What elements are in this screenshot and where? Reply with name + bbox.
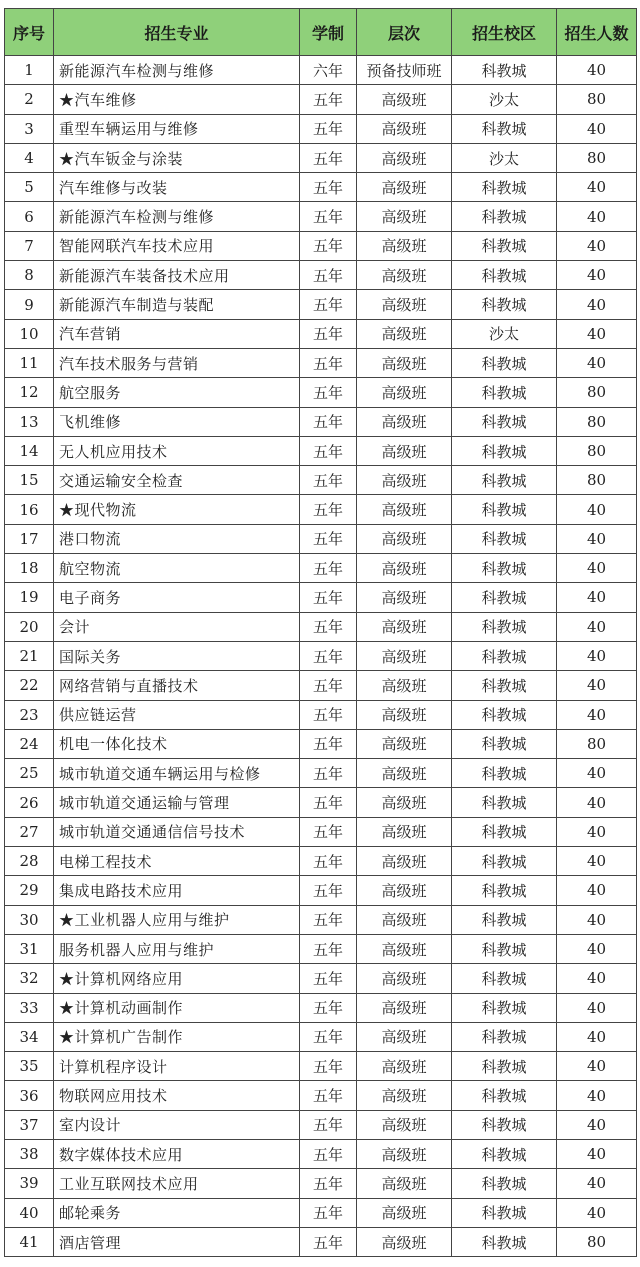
- cell-duration: 五年: [300, 1169, 357, 1198]
- cell-enrollment: 40: [557, 554, 637, 583]
- cell-level: 高级班: [357, 554, 452, 583]
- cell-enrollment: 40: [557, 114, 637, 143]
- table-row: [5, 466, 637, 495]
- cell-campus: 科教城: [452, 466, 557, 495]
- cell-campus: 科教城: [452, 583, 557, 612]
- table-row: [5, 671, 637, 700]
- cell-campus: 科教城: [452, 1110, 557, 1139]
- cell-major: ★汽车维修: [54, 85, 300, 114]
- cell-campus: 科教城: [452, 671, 557, 700]
- cell-campus: 科教城: [452, 1169, 557, 1198]
- cell-duration: 五年: [300, 231, 357, 260]
- table-row: [5, 905, 637, 934]
- cell-duration: 五年: [300, 1022, 357, 1051]
- cell-enrollment: 40: [557, 700, 637, 729]
- cell-duration: 五年: [300, 378, 357, 407]
- cell-level: 高级班: [357, 847, 452, 876]
- cell-major: 集成电路技术应用: [54, 876, 300, 905]
- cell-duration: 五年: [300, 700, 357, 729]
- table-row: [5, 348, 637, 377]
- cell-level: 高级班: [357, 319, 452, 348]
- cell-level: 高级班: [357, 583, 452, 612]
- cell-campus: 科教城: [452, 436, 557, 465]
- cell-index: 7: [5, 231, 54, 260]
- cell-major: 室内设计: [54, 1110, 300, 1139]
- cell-enrollment: 40: [557, 348, 637, 377]
- cell-campus: 科教城: [452, 261, 557, 290]
- cell-duration: 五年: [300, 85, 357, 114]
- cell-level: 高级班: [357, 700, 452, 729]
- cell-campus: 科教城: [452, 56, 557, 85]
- table-row: [5, 1139, 637, 1168]
- cell-major: 汽车营销: [54, 319, 300, 348]
- cell-duration: 五年: [300, 1110, 357, 1139]
- cell-duration: 五年: [300, 319, 357, 348]
- cell-major: 邮轮乘务: [54, 1198, 300, 1227]
- cell-index: 29: [5, 876, 54, 905]
- cell-index: 2: [5, 85, 54, 114]
- cell-enrollment: 40: [557, 202, 637, 231]
- table-row: [5, 407, 637, 436]
- cell-index: 35: [5, 1052, 54, 1081]
- table-row: [5, 1169, 637, 1198]
- cell-duration: 五年: [300, 583, 357, 612]
- cell-index: 4: [5, 143, 54, 172]
- cell-major: 新能源汽车检测与维修: [54, 56, 300, 85]
- cell-index: 16: [5, 495, 54, 524]
- cell-enrollment: 40: [557, 641, 637, 670]
- cell-level: 高级班: [357, 1110, 452, 1139]
- cell-campus: 科教城: [452, 876, 557, 905]
- cell-enrollment: 80: [557, 143, 637, 172]
- cell-index: 33: [5, 993, 54, 1022]
- cell-duration: 五年: [300, 788, 357, 817]
- table-row: [5, 817, 637, 846]
- cell-major: 城市轨道交通车辆运用与检修: [54, 759, 300, 788]
- table-row: [5, 231, 637, 260]
- cell-duration: 五年: [300, 964, 357, 993]
- cell-campus: 科教城: [452, 847, 557, 876]
- cell-duration: 五年: [300, 729, 357, 758]
- cell-duration: 五年: [300, 1227, 357, 1256]
- table-row: [5, 378, 637, 407]
- cell-campus: 科教城: [452, 1198, 557, 1227]
- cell-index: 25: [5, 759, 54, 788]
- cell-duration: 五年: [300, 1052, 357, 1081]
- table-row: [5, 1052, 637, 1081]
- cell-duration: 五年: [300, 671, 357, 700]
- cell-enrollment: 40: [557, 612, 637, 641]
- cell-level: 高级班: [357, 964, 452, 993]
- table-row: [5, 993, 637, 1022]
- cell-major: 港口物流: [54, 524, 300, 553]
- cell-major: 新能源汽车制造与装配: [54, 290, 300, 319]
- table-row: [5, 290, 637, 319]
- cell-major: 交通运输安全检查: [54, 466, 300, 495]
- cell-duration: 五年: [300, 524, 357, 553]
- cell-major: 航空物流: [54, 554, 300, 583]
- cell-enrollment: 40: [557, 876, 637, 905]
- cell-major: 新能源汽车装备技术应用: [54, 261, 300, 290]
- cell-duration: 五年: [300, 143, 357, 172]
- cell-major: 数字媒体技术应用: [54, 1139, 300, 1168]
- table-row: [5, 524, 637, 553]
- table-row: [5, 202, 637, 231]
- header-level: 层次: [357, 9, 452, 56]
- cell-index: 22: [5, 671, 54, 700]
- cell-duration: 五年: [300, 993, 357, 1022]
- cell-duration: 五年: [300, 436, 357, 465]
- cell-enrollment: 40: [557, 495, 637, 524]
- cell-campus: 科教城: [452, 612, 557, 641]
- cell-index: 6: [5, 202, 54, 231]
- cell-major: 供应链运营: [54, 700, 300, 729]
- cell-level: 高级班: [357, 1022, 452, 1051]
- cell-campus: 科教城: [452, 290, 557, 319]
- table-row: [5, 700, 637, 729]
- cell-duration: 五年: [300, 202, 357, 231]
- cell-enrollment: 40: [557, 1110, 637, 1139]
- header-index: 序号: [5, 9, 54, 56]
- cell-duration: 六年: [300, 56, 357, 85]
- table-row: [5, 759, 637, 788]
- cell-enrollment: 80: [557, 85, 637, 114]
- cell-campus: 科教城: [452, 1139, 557, 1168]
- cell-enrollment: 40: [557, 1052, 637, 1081]
- cell-major: 电梯工程技术: [54, 847, 300, 876]
- cell-campus: 科教城: [452, 729, 557, 758]
- cell-index: 11: [5, 348, 54, 377]
- cell-major: 飞机维修: [54, 407, 300, 436]
- cell-duration: 五年: [300, 847, 357, 876]
- cell-enrollment: 40: [557, 905, 637, 934]
- cell-level: 预备技师班: [357, 56, 452, 85]
- cell-level: 高级班: [357, 466, 452, 495]
- table-row: [5, 114, 637, 143]
- cell-major: ★汽车钣金与涂装: [54, 143, 300, 172]
- enrollment-table: [4, 8, 637, 1257]
- cell-level: 高级班: [357, 231, 452, 260]
- cell-major: ★计算机网络应用: [54, 964, 300, 993]
- cell-level: 高级班: [357, 261, 452, 290]
- enrollment-table-container: [4, 8, 636, 1263]
- cell-level: 高级班: [357, 729, 452, 758]
- header-campus: 招生校区: [452, 9, 557, 56]
- table-row: [5, 436, 637, 465]
- table-row: [5, 143, 637, 172]
- cell-level: 高级班: [357, 934, 452, 963]
- cell-campus: 科教城: [452, 348, 557, 377]
- cell-enrollment: 40: [557, 524, 637, 553]
- cell-major: 重型车辆运用与维修: [54, 114, 300, 143]
- cell-level: 高级班: [357, 671, 452, 700]
- cell-level: 高级班: [357, 1052, 452, 1081]
- table-row: [5, 729, 637, 758]
- cell-index: 30: [5, 905, 54, 934]
- table-row: [5, 319, 637, 348]
- cell-major: 航空服务: [54, 378, 300, 407]
- cell-enrollment: 40: [557, 934, 637, 963]
- cell-major: 会计: [54, 612, 300, 641]
- cell-campus: 科教城: [452, 378, 557, 407]
- cell-enrollment: 80: [557, 1227, 637, 1256]
- cell-enrollment: 80: [557, 729, 637, 758]
- cell-enrollment: 40: [557, 231, 637, 260]
- cell-duration: 五年: [300, 407, 357, 436]
- cell-duration: 五年: [300, 290, 357, 319]
- cell-enrollment: 80: [557, 378, 637, 407]
- table-row: [5, 641, 637, 670]
- cell-campus: 科教城: [452, 407, 557, 436]
- table-row: [5, 876, 637, 905]
- cell-level: 高级班: [357, 876, 452, 905]
- cell-campus: 科教城: [452, 993, 557, 1022]
- cell-enrollment: 40: [557, 1081, 637, 1110]
- cell-enrollment: 40: [557, 817, 637, 846]
- cell-index: 18: [5, 554, 54, 583]
- cell-campus: 科教城: [452, 817, 557, 846]
- cell-index: 14: [5, 436, 54, 465]
- table-row: [5, 934, 637, 963]
- cell-enrollment: 80: [557, 466, 637, 495]
- cell-enrollment: 40: [557, 671, 637, 700]
- table-row: [5, 56, 637, 85]
- cell-level: 高级班: [357, 290, 452, 319]
- cell-level: 高级班: [357, 641, 452, 670]
- cell-duration: 五年: [300, 1081, 357, 1110]
- cell-index: 39: [5, 1169, 54, 1198]
- cell-enrollment: 40: [557, 261, 637, 290]
- cell-duration: 五年: [300, 114, 357, 143]
- cell-level: 高级班: [357, 407, 452, 436]
- cell-index: 31: [5, 934, 54, 963]
- table-row: [5, 788, 637, 817]
- cell-campus: 科教城: [452, 1052, 557, 1081]
- table-row: [5, 1022, 637, 1051]
- table-row: [5, 964, 637, 993]
- cell-index: 34: [5, 1022, 54, 1051]
- cell-index: 9: [5, 290, 54, 319]
- cell-campus: 科教城: [452, 641, 557, 670]
- table-row: [5, 1198, 637, 1227]
- cell-campus: 科教城: [452, 964, 557, 993]
- cell-level: 高级班: [357, 993, 452, 1022]
- cell-index: 12: [5, 378, 54, 407]
- cell-level: 高级班: [357, 143, 452, 172]
- cell-enrollment: 40: [557, 1169, 637, 1198]
- cell-major: 城市轨道交通通信信号技术: [54, 817, 300, 846]
- cell-campus: 沙太: [452, 319, 557, 348]
- cell-level: 高级班: [357, 788, 452, 817]
- cell-major: 智能网联汽车技术应用: [54, 231, 300, 260]
- cell-index: 23: [5, 700, 54, 729]
- cell-level: 高级班: [357, 1169, 452, 1198]
- table-row: [5, 583, 637, 612]
- cell-major: 国际关务: [54, 641, 300, 670]
- table-row: [5, 85, 637, 114]
- cell-campus: 沙太: [452, 85, 557, 114]
- cell-index: 37: [5, 1110, 54, 1139]
- cell-duration: 五年: [300, 934, 357, 963]
- cell-enrollment: 40: [557, 1139, 637, 1168]
- cell-level: 高级班: [357, 378, 452, 407]
- cell-level: 高级班: [357, 173, 452, 202]
- cell-duration: 五年: [300, 817, 357, 846]
- cell-campus: 科教城: [452, 114, 557, 143]
- cell-index: 27: [5, 817, 54, 846]
- table-row: [5, 173, 637, 202]
- cell-duration: 五年: [300, 173, 357, 202]
- cell-campus: 科教城: [452, 759, 557, 788]
- cell-major: ★现代物流: [54, 495, 300, 524]
- cell-level: 高级班: [357, 1198, 452, 1227]
- cell-level: 高级班: [357, 1227, 452, 1256]
- table-row: [5, 612, 637, 641]
- cell-duration: 五年: [300, 1139, 357, 1168]
- cell-level: 高级班: [357, 436, 452, 465]
- cell-duration: 五年: [300, 554, 357, 583]
- table-row: [5, 495, 637, 524]
- table-row: [5, 554, 637, 583]
- header-major: 招生专业: [54, 9, 300, 56]
- cell-index: 13: [5, 407, 54, 436]
- cell-campus: 科教城: [452, 202, 557, 231]
- cell-duration: 五年: [300, 612, 357, 641]
- cell-major: 酒店管理: [54, 1227, 300, 1256]
- cell-major: 工业互联网技术应用: [54, 1169, 300, 1198]
- cell-level: 高级班: [357, 202, 452, 231]
- cell-duration: 五年: [300, 641, 357, 670]
- table-row: [5, 261, 637, 290]
- cell-enrollment: 40: [557, 583, 637, 612]
- header-row: [5, 9, 637, 56]
- cell-campus: 沙太: [452, 143, 557, 172]
- cell-campus: 科教城: [452, 700, 557, 729]
- cell-level: 高级班: [357, 817, 452, 846]
- cell-level: 高级班: [357, 759, 452, 788]
- cell-index: 36: [5, 1081, 54, 1110]
- cell-campus: 科教城: [452, 495, 557, 524]
- cell-enrollment: 40: [557, 1198, 637, 1227]
- cell-campus: 科教城: [452, 788, 557, 817]
- cell-major: 新能源汽车检测与维修: [54, 202, 300, 231]
- cell-level: 高级班: [357, 114, 452, 143]
- cell-major: 电子商务: [54, 583, 300, 612]
- cell-enrollment: 40: [557, 319, 637, 348]
- cell-level: 高级班: [357, 85, 452, 114]
- header-duration: 学制: [300, 9, 357, 56]
- table-row: [5, 1227, 637, 1256]
- cell-major: 物联网应用技术: [54, 1081, 300, 1110]
- cell-level: 高级班: [357, 524, 452, 553]
- cell-major: 汽车维修与改装: [54, 173, 300, 202]
- cell-index: 26: [5, 788, 54, 817]
- cell-index: 41: [5, 1227, 54, 1256]
- table-row: [5, 1110, 637, 1139]
- cell-enrollment: 40: [557, 173, 637, 202]
- header-enrollment: 招生人数: [557, 9, 637, 56]
- cell-index: 1: [5, 56, 54, 85]
- cell-level: 高级班: [357, 495, 452, 524]
- cell-campus: 科教城: [452, 231, 557, 260]
- cell-level: 高级班: [357, 1081, 452, 1110]
- cell-duration: 五年: [300, 495, 357, 524]
- cell-index: 8: [5, 261, 54, 290]
- cell-duration: 五年: [300, 876, 357, 905]
- cell-enrollment: 40: [557, 56, 637, 85]
- table-row: [5, 1081, 637, 1110]
- cell-index: 19: [5, 583, 54, 612]
- cell-index: 38: [5, 1139, 54, 1168]
- table-body: [5, 56, 637, 1257]
- cell-index: 28: [5, 847, 54, 876]
- cell-enrollment: 40: [557, 788, 637, 817]
- cell-index: 3: [5, 114, 54, 143]
- cell-campus: 科教城: [452, 1022, 557, 1051]
- cell-enrollment: 80: [557, 436, 637, 465]
- cell-index: 21: [5, 641, 54, 670]
- cell-major: 计算机程序设计: [54, 1052, 300, 1081]
- cell-major: 服务机器人应用与维护: [54, 934, 300, 963]
- cell-index: 40: [5, 1198, 54, 1227]
- cell-index: 32: [5, 964, 54, 993]
- cell-duration: 五年: [300, 1198, 357, 1227]
- cell-major: 城市轨道交通运输与管理: [54, 788, 300, 817]
- cell-duration: 五年: [300, 905, 357, 934]
- cell-major: ★计算机动画制作: [54, 993, 300, 1022]
- cell-level: 高级班: [357, 1139, 452, 1168]
- cell-major: 无人机应用技术: [54, 436, 300, 465]
- cell-campus: 科教城: [452, 1227, 557, 1256]
- cell-enrollment: 40: [557, 759, 637, 788]
- cell-campus: 科教城: [452, 934, 557, 963]
- cell-enrollment: 40: [557, 847, 637, 876]
- cell-index: 24: [5, 729, 54, 758]
- cell-level: 高级班: [357, 348, 452, 377]
- cell-index: 17: [5, 524, 54, 553]
- cell-enrollment: 40: [557, 290, 637, 319]
- cell-level: 高级班: [357, 905, 452, 934]
- cell-major: 网络营销与直播技术: [54, 671, 300, 700]
- cell-index: 10: [5, 319, 54, 348]
- cell-duration: 五年: [300, 759, 357, 788]
- cell-major: 汽车技术服务与营销: [54, 348, 300, 377]
- cell-duration: 五年: [300, 466, 357, 495]
- cell-duration: 五年: [300, 348, 357, 377]
- cell-campus: 科教城: [452, 905, 557, 934]
- cell-major: 机电一体化技术: [54, 729, 300, 758]
- cell-campus: 科教城: [452, 173, 557, 202]
- cell-index: 15: [5, 466, 54, 495]
- cell-enrollment: 40: [557, 993, 637, 1022]
- cell-major: ★工业机器人应用与维护: [54, 905, 300, 934]
- cell-enrollment: 80: [557, 407, 637, 436]
- cell-campus: 科教城: [452, 554, 557, 583]
- cell-index: 5: [5, 173, 54, 202]
- cell-major: ★计算机广告制作: [54, 1022, 300, 1051]
- table-row: [5, 847, 637, 876]
- cell-enrollment: 40: [557, 964, 637, 993]
- cell-duration: 五年: [300, 261, 357, 290]
- cell-campus: 科教城: [452, 1081, 557, 1110]
- cell-level: 高级班: [357, 612, 452, 641]
- cell-enrollment: 40: [557, 1022, 637, 1051]
- cell-index: 20: [5, 612, 54, 641]
- cell-campus: 科教城: [452, 524, 557, 553]
